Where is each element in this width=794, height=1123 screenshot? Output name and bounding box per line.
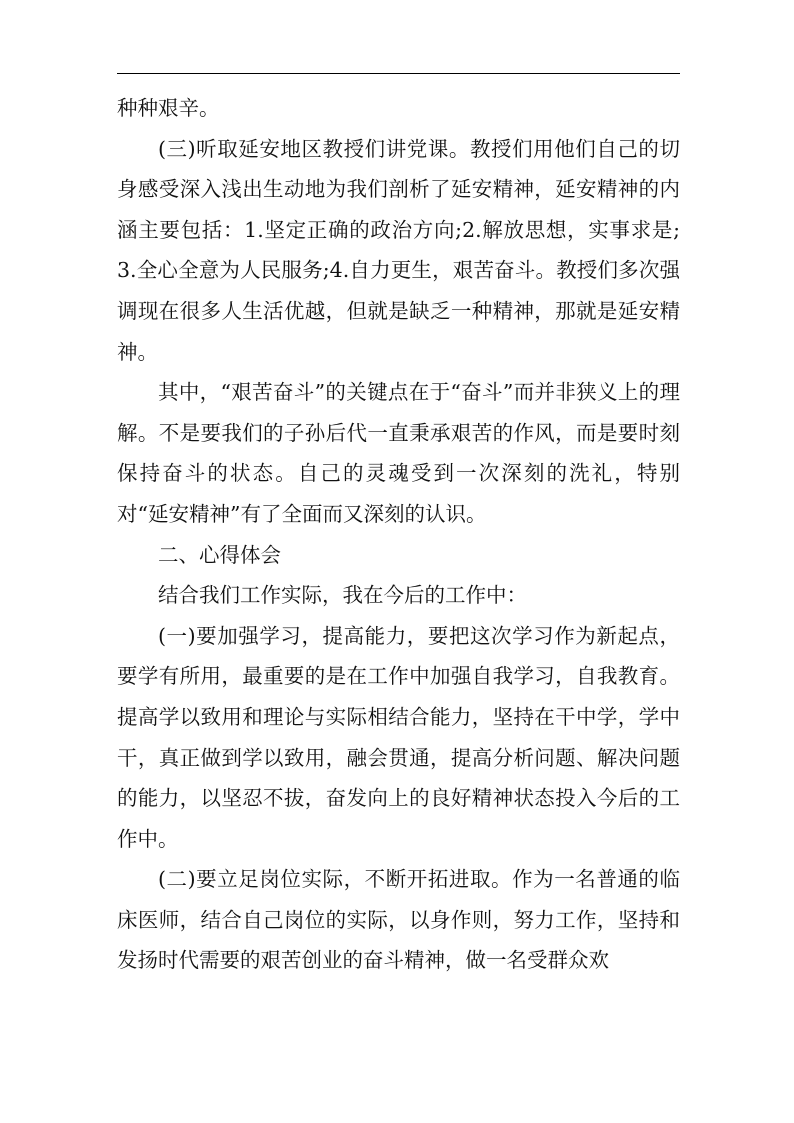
paragraph-hard-work: 其中，“艰苦奋斗”的关键点在于“奋斗”而并非狭义上的理解。不是要我们的子孙后代一直秉承艰苦的作风，而是要时刻保持奋斗的状态。自己的灵魂受到一次深刻的洗礼，特别对“延安精神”有了全面而又深刻的认识。 xyxy=(117,380,680,526)
paragraph-party-lecture: (三)听取延安地区教授们讲党课。教授们用他们自己的切身感受深入浅出生动地为我们剖析了延安精神，延安精神的内涵主要包括：1.坚定正确的政治方向;2.解放思想，实事求是;3.全心全意为人民服务;4.自力更生，艰苦奋斗。教授们多次强调现在很多人生活优越，但就是缺乏一种精神，那就是延安精神。 xyxy=(117,136,680,364)
paragraph-job-position: (二)要立足岗位实际，不断开拓进取。作为一名普通的临床医师，结合自己岗位的实际，以身作则，努力工作，坚持和发扬时代需要的艰苦创业的奋斗精神，做一名受群众欢 xyxy=(117,867,680,973)
document-body xyxy=(117,88,680,981)
paragraph-intro: 结合我们工作实际，我在今后的工作中： xyxy=(158,583,527,608)
continuation-paragraph: 种种艰辛。 xyxy=(117,96,220,120)
header-rule xyxy=(117,73,680,74)
paragraph-strengthen-learning: (一)要加强学习，提高能力，要把这次学习作为新起点，要学有所用，最重要的是在工作中加强自我学习，自我教育。提高学以致用和理论与实际相结合能力，坚持在干中学，学中干，真正做到学以致用，融会贯通，提高分析问题、解决问题的能力，以坚忍不拔，奋发向上的良好精神状态投入今后的工作中。 xyxy=(117,623,680,851)
section-heading-reflections: 二、心得体会 xyxy=(158,542,281,567)
